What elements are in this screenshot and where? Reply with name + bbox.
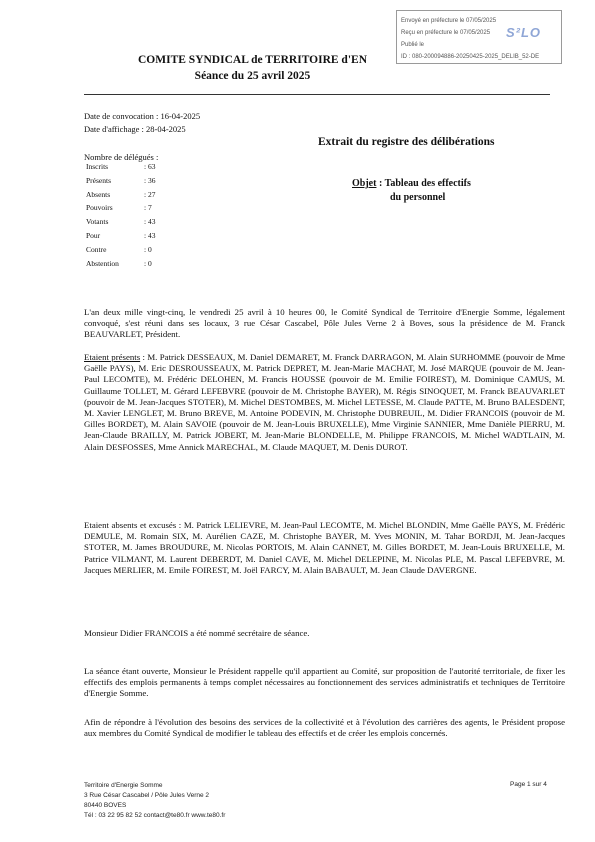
delegues-row [86, 190, 155, 204]
presents-label: Etaient présents [84, 352, 141, 362]
header-divider [84, 94, 550, 95]
stamp-envoye: Envoyé en préfecture le 07/05/2025 [401, 18, 497, 24]
footer-line4: Tél : 03 22 95 82 52 contact@te80.fr www.te80.fr [84, 812, 226, 819]
delegues-label: Abstention [86, 258, 119, 268]
secretary-paragraph: Monsieur Didier FRANCOIS a été nommé secrétaire de séance. [84, 628, 310, 638]
objet-line1: : Tableau des effectifs [376, 178, 471, 189]
footer-line3: 80440 BOVES [84, 802, 127, 809]
delegues-value: : 63 [144, 162, 156, 171]
delegues-row [86, 162, 155, 176]
delegues-label: Présents [86, 175, 111, 185]
delegues-value: : 27 [144, 189, 156, 199]
opening-paragraph: La séance étant ouverte, Monsieur le Président rappelle qu'il appartient au Comité, sur proposition de l'autorité territoriale, de fixer les effectifs des emplois permanents à temps complet nécessaires au fonctionnement des services administratifs et techniques de Territoire d'Energie Somme. [84, 666, 565, 699]
absents-list: : M. Patrick LELIEVRE, M. Jean-Paul LECOMTE, M. Michel BLONDIN, Mme Gaëlle PAYS, M. Frédéric DEMULE, M. Romain SIX, M. Aurélien CAZE, M. Christophe BAYER, M. Yves MONIN, M. Tahar BORDJI, M. Jean-Jacques STOTER, M. James BROUDURE, M. Nicolas PORTOIS, M. Alain CANNET, M. Gilles BORDET, M. Jean-Louis BRUXELLE, M. Patrice VILMANT, M. Laurent DEBERDT, M. Daniel CAVE, M. Michel DELEPINE, M. Nicolas PLE, M. Pascal LEFEBVRE, M. Jacques MERLIER, M. Emile FOIREST, M. Joël FARCY, M. Alain BABAULT, M. Jean Claude DAVERGNE. [84, 520, 565, 575]
delegues-value: : 43 [144, 230, 156, 240]
stamp-id: ID : 080-200094886-20250425-2025_DELIB_52-DE [401, 54, 540, 60]
proposal-paragraph: Afin de répondre à l'évolution des besoins des services de la collectivité et à l'évolution des carrières des agents, le Président propose aux membres du Comité Syndical de modifier le tableau des effectifs et de créer les emplois concernés. [84, 717, 565, 739]
absents-label: Etaient absents et excusés [84, 520, 177, 530]
registry-title: Extrait du registre des délibérations [318, 136, 495, 148]
delegues-label: Absents [86, 189, 111, 199]
delegues-label: Votants [86, 217, 109, 227]
document-title: COMITE SYNDICAL de TERRITOIRE d'EN [138, 54, 367, 66]
delegues-label: Pour [86, 230, 101, 240]
objet-line2: du personnel [390, 192, 446, 203]
delegues-label: Inscrits [86, 162, 109, 171]
delegues-row [86, 176, 155, 190]
s2lo-logo: S²LO [505, 25, 541, 40]
delegues-value: : 0 [144, 258, 152, 268]
session-date: Séance du 25 avril 2025 [194, 70, 311, 82]
delegues-row [86, 217, 155, 231]
delegues-row [86, 231, 155, 245]
delegues-row [86, 203, 155, 217]
intro-paragraph: L'an deux mille vingt-cinq, le vendredi 25 avril à 10 heures 00, le Comité Syndical de Territoire d'Energie Somme, légalement convoqué, s'est réuni dans ses locaux, 3 rue César Cascabel, Pôle Jules Verne 2 à Boves, sous la présidence de M. Franck BEAUVARLET, Président. [84, 307, 565, 340]
objet-block [352, 177, 471, 205]
delegues-title: Nombre de délégués : [84, 152, 159, 162]
delegues-value: : 7 [144, 203, 152, 213]
delegues-value: : 36 [144, 175, 156, 185]
delegues-label: Pouvoirs [86, 203, 113, 213]
delegues-row [86, 259, 155, 273]
delegues-row [86, 245, 155, 259]
delegues-table [86, 162, 155, 272]
delegues-label: Contre [86, 244, 107, 254]
stamp-recu: Reçu en préfecture le 07/05/2025 [401, 30, 491, 36]
affichage-date: Date d'affichage : 28-04-2025 [84, 124, 186, 134]
objet-label: Objet [352, 178, 377, 189]
delegues-value: : 0 [144, 244, 152, 254]
page-number: Page 1 sur 4 [510, 781, 547, 788]
stamp-publie: Publié le [401, 42, 425, 48]
footer-address [84, 781, 225, 821]
absents-paragraph [84, 520, 565, 576]
convocation-date: Date de convocation : 16-04-2025 [84, 111, 201, 121]
footer-line2: 3 Rue César Cascabel / Pôle Jules Verne 2 [84, 792, 210, 799]
presents-list: : M. Patrick DESSEAUX, M. Daniel DEMARET, M. Franck DARRAGON, M. Alain SURHOMME (pouvoir de Mme Gaëlle PAYS), M. Eric DESROUSSEAUX, M. Patrick DEPRET, M. Jean-Marie MACHAT, M. José MARQUE (pouvoir de M. Jean-Paul LECOMTE), M. Frédéric DELOHEN, M. Francis HOUSSE (pouvoir de M. Emilie FOIREST), M. Dominique CAMUS, M. Guillaume TOLLET, M. Gérard LEFEBVRE (pouvoir de M. Christophe BAYER), M. Régis SINOQUET, M. Franck BEAUVARLET (pouvoir de M. Jean-Jacques STOTER), M. Michel DESTOMBES, M. Michel LETESSE, M. Claude PATTE, M. Bruno BALESDENT, M. Xavier LENGLET, M. Bruno BREVE, M. Antoine PODEVIN, M. Christophe DUBREUIL, M. Didier FRANCOIS (pouvoir de M. Gilles BORDET), M. Alain SAVOIE (pouvoir de M. Jean-Louis BRUXELLE), Mme Virginie SANNIER, Mme Danièle PIERRU, M. Jean-Claude BRAILLY, M. Patrick JOBERT, M. Jean-Marie BLONDELLE, M. Philippe FRANCOIS, M. Michel WADTLAIN, M. Alain DESFOSSES, Mme Annick MARECHAL, M. Claude MAQUET, M. Denis DUROT. [84, 352, 565, 452]
delegues-value: : 43 [144, 217, 156, 227]
presents-paragraph [84, 352, 565, 453]
footer-line1: Territoire d'Energie Somme [84, 782, 163, 789]
